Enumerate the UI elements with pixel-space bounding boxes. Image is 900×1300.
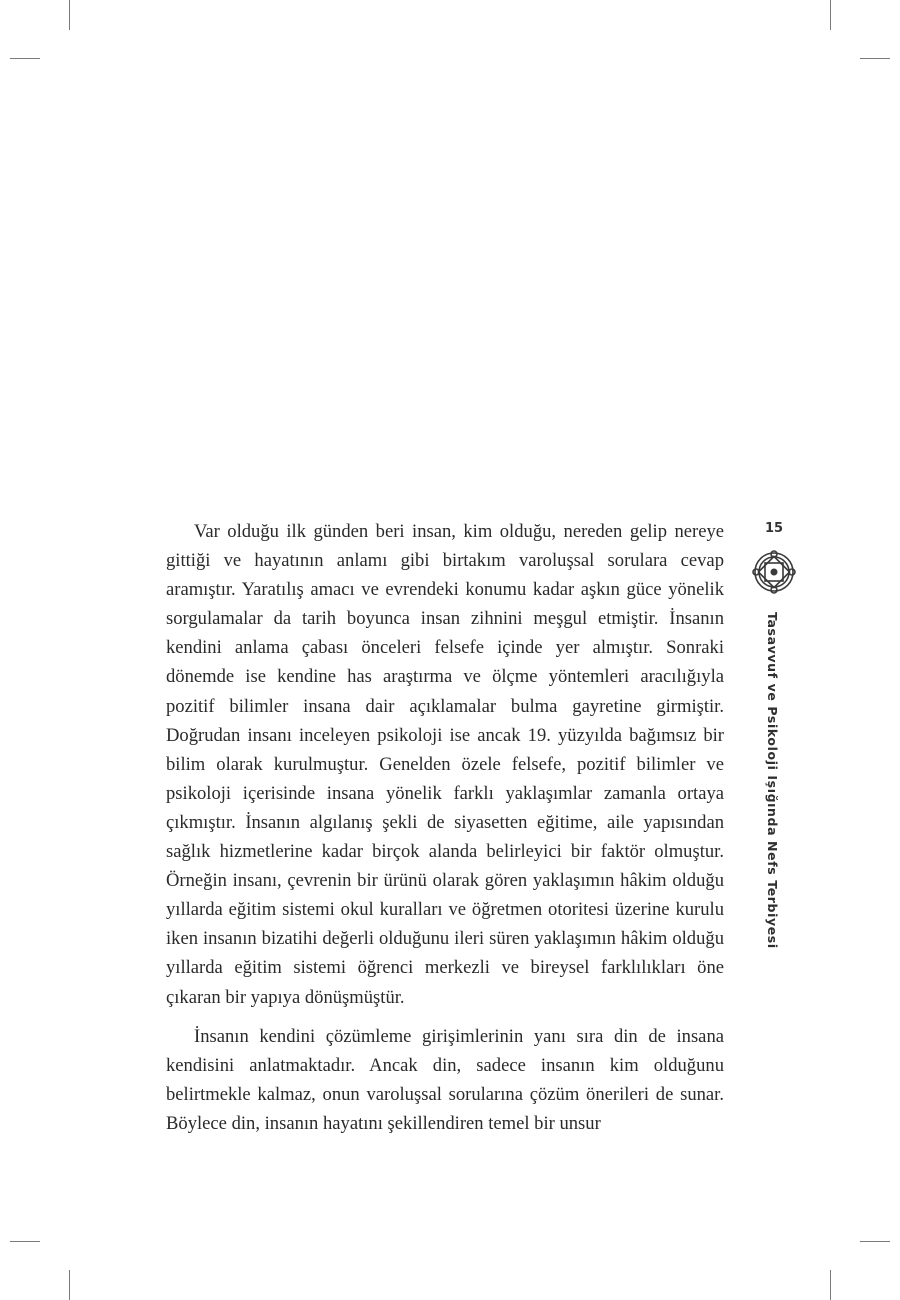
- body-text: [166, 517, 724, 1148]
- crop-mark-bottom-left-h: [10, 1241, 40, 1242]
- paragraph-2: İnsanın kendini çözümleme girişimlerinin yanı sıra din de insana kendisini anlatmaktadır. Ancak din, sadece insanın kim olduğunu belirtmekle kalmaz, onun varoluşsal sorularına çözüm önerileri de sunar. Böylece din, insanın hayatını şekillendiren temel bir unsur: [166, 1025, 724, 1134]
- crop-mark-top-left: [69, 0, 70, 30]
- crop-mark-top-left-h: [10, 58, 40, 59]
- page-number: 15: [764, 521, 784, 536]
- paragraph-1: Var olduğu ilk günden beri insan, kim olduğu, nereden gelip nereye gittiği ve hayatının anlamı gibi birtakım varoluşsal sorulara cevap aramıştır. Yaratılış amacı ve evrendeki konumu kadar aşkın güce yönelik sorgulamalar da tarih boyunca insan zihnini meşgul etmiştir. İnsanın kendini anlama çabası önceleri felsefe içinde yer almıştır. Sonraki dönemde ise kendine has araştırma ve ölçme yöntemleri aracılığıyla pozitif bilimler insana dair açıklamalar bulma gayretine girmiştir. Doğrudan insanı inceleyen psikoloji ise ancak 19. yüzyılda bağımsız bir bilim olarak kurulmuştur. Genelden özele felsefe, pozitif bilimler ve psikoloji içerisinde insana yönelik farklı yaklaşımlar zamanla ortaya çıkmıştır. İnsanın algılanış şekli de siyasetten eğitime, aile yapısından sağlık hizmetlerine kadar birçok alanda belirleyici bir faktör olmuştur. Örneğin insanı, çevrenin bir ürünü olarak gören yaklaşımın hâkim olduğu yıllarda eğitim sistemi okul kuralları ve öğretmen otoritesi üzerine kurulu iken insanın bizatihi değerli olduğunu ileri süren yaklaşımın hâkim olduğu yıllarda eğitim sistemi öğrenci merkezli ve bireysel farklılıkları öne çıkaran bir yapıya dönüşmüştür.: [166, 521, 724, 1008]
- ornamental-knot-icon: [752, 550, 796, 594]
- running-title: Tasavvuf ve Psikoloji Işığında Nefs Terbiyesi: [765, 612, 780, 949]
- crop-mark-top-right-h: [860, 58, 890, 59]
- crop-mark-top-right: [830, 0, 831, 30]
- crop-mark-bottom-left: [69, 1270, 70, 1300]
- crop-mark-bottom-right-h: [860, 1241, 890, 1242]
- crop-mark-bottom-right: [830, 1270, 831, 1300]
